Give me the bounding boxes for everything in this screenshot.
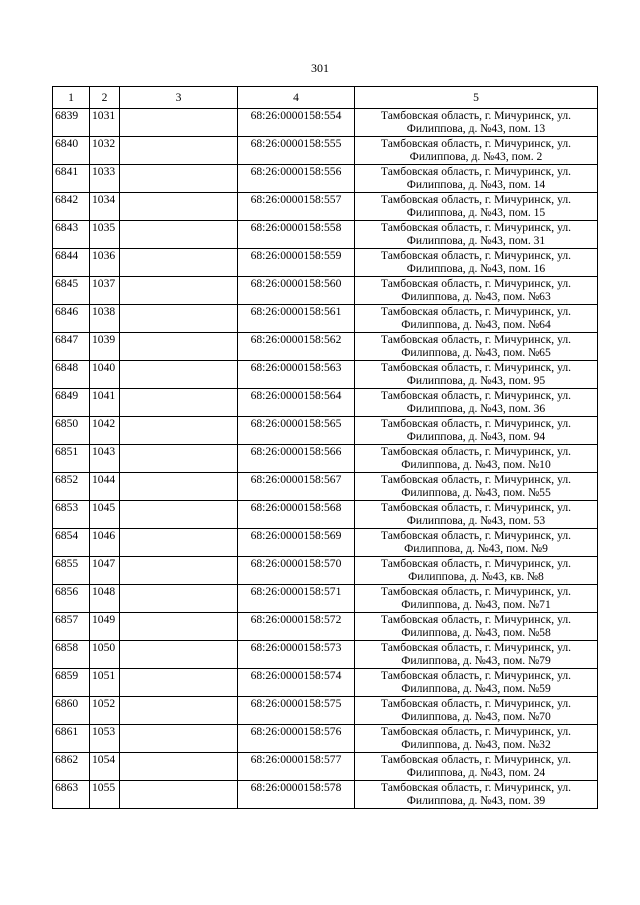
- item-number-cell: 1032: [90, 137, 120, 165]
- row-number-cell: 6844: [53, 249, 90, 277]
- item-number-cell: 1042: [90, 417, 120, 445]
- item-number-cell: 1049: [90, 613, 120, 641]
- row-number-cell: 6842: [53, 193, 90, 221]
- empty-cell: [120, 137, 238, 165]
- address-line-1: Тамбовская область, г. Мичуринск, ул.: [380, 613, 572, 626]
- item-number-cell: 1031: [90, 109, 120, 137]
- row-number-cell: 6858: [53, 641, 90, 669]
- cadastral-number-cell: 68:26:0000158:554: [238, 109, 355, 137]
- table-row: [53, 137, 598, 165]
- address-cell: [355, 221, 598, 249]
- address-cell: [355, 585, 598, 613]
- address-cell: [355, 361, 598, 389]
- table-row: [53, 585, 598, 613]
- empty-cell: [120, 277, 238, 305]
- address-line-2: Филиппова, д. №43, пом. 36: [406, 402, 546, 416]
- item-number-cell: 1041: [90, 389, 120, 417]
- address-line-1: Тамбовская область, г. Мичуринск, ул.: [380, 725, 572, 738]
- address-line-1: Тамбовская область, г. Мичуринск, ул.: [380, 305, 572, 318]
- table-row: [53, 305, 598, 333]
- address-line-1: Тамбовская область, г. Мичуринск, ул.: [380, 249, 572, 262]
- empty-cell: [120, 641, 238, 669]
- table-body: [53, 109, 598, 809]
- address-cell: [355, 669, 598, 697]
- address-line-2: Филиппова, д. №43, пом. №10: [401, 458, 551, 472]
- empty-cell: [120, 557, 238, 585]
- row-number-cell: 6846: [53, 305, 90, 333]
- empty-cell: [120, 501, 238, 529]
- address-line-1: Тамбовская область, г. Мичуринск, ул.: [380, 641, 572, 654]
- cadastral-number-cell: 68:26:0000158:575: [238, 697, 355, 725]
- empty-cell: [120, 333, 238, 361]
- column-header-5: 5: [355, 87, 598, 109]
- empty-cell: [120, 781, 238, 809]
- cadastral-number-cell: 68:26:0000158:555: [238, 137, 355, 165]
- address-line-2: Филиппова, д. №43, пом. 13: [406, 122, 546, 136]
- cadastral-number-cell: 68:26:0000158:568: [238, 501, 355, 529]
- row-number-cell: 6855: [53, 557, 90, 585]
- empty-cell: [120, 221, 238, 249]
- cadastral-number-cell: 68:26:0000158:576: [238, 725, 355, 753]
- empty-cell: [120, 249, 238, 277]
- address-cell: [355, 473, 598, 501]
- table-row: [53, 277, 598, 305]
- empty-cell: [120, 305, 238, 333]
- table-row: [53, 333, 598, 361]
- cadastral-number-cell: 68:26:0000158:563: [238, 361, 355, 389]
- address-line-1: Тамбовская область, г. Мичуринск, ул.: [380, 417, 572, 430]
- row-number-cell: 6853: [53, 501, 90, 529]
- empty-cell: [120, 361, 238, 389]
- table-row: [53, 193, 598, 221]
- row-number-cell: 6849: [53, 389, 90, 417]
- row-number-cell: 6840: [53, 137, 90, 165]
- item-number-cell: 1046: [90, 529, 120, 557]
- row-number-cell: 6843: [53, 221, 90, 249]
- item-number-cell: 1038: [90, 305, 120, 333]
- address-line-2: Филиппова, д. №43, пом. №70: [401, 710, 551, 724]
- address-line-2: Филиппова, д. №43, пом. 16: [406, 262, 546, 276]
- address-line-1: Тамбовская область, г. Мичуринск, ул.: [380, 193, 572, 206]
- empty-cell: [120, 725, 238, 753]
- table-row: [53, 361, 598, 389]
- empty-cell: [120, 585, 238, 613]
- empty-cell: [120, 613, 238, 641]
- cadastral-number-cell: 68:26:0000158:560: [238, 277, 355, 305]
- item-number-cell: 1054: [90, 753, 120, 781]
- address-line-2: Филиппова, д. №43, пом. 95: [406, 374, 546, 388]
- item-number-cell: 1040: [90, 361, 120, 389]
- table-row: [53, 109, 598, 137]
- item-number-cell: 1044: [90, 473, 120, 501]
- table-row: [53, 501, 598, 529]
- address-line-2: Филиппова, д. №43, пом. №59: [401, 682, 551, 696]
- address-cell: [355, 697, 598, 725]
- table-row: [53, 529, 598, 557]
- item-number-cell: 1037: [90, 277, 120, 305]
- address-cell: [355, 557, 598, 585]
- cadastral-number-cell: 68:26:0000158:558: [238, 221, 355, 249]
- cadastral-number-cell: 68:26:0000158:569: [238, 529, 355, 557]
- empty-cell: [120, 669, 238, 697]
- empty-cell: [120, 389, 238, 417]
- empty-cell: [120, 529, 238, 557]
- address-line-2: Филиппова, д. №43, пом. №65: [401, 346, 551, 360]
- item-number-cell: 1039: [90, 333, 120, 361]
- row-number-cell: 6861: [53, 725, 90, 753]
- row-number-cell: 6841: [53, 165, 90, 193]
- address-line-2: Филиппова, д. №43, пом. №63: [401, 290, 551, 304]
- item-number-cell: 1052: [90, 697, 120, 725]
- table-row: [53, 473, 598, 501]
- item-number-cell: 1055: [90, 781, 120, 809]
- cadastral-number-cell: 68:26:0000158:566: [238, 445, 355, 473]
- cadastral-number-cell: 68:26:0000158:577: [238, 753, 355, 781]
- address-line-2: Филиппова, д. №43, пом. 2: [409, 150, 543, 164]
- address-line-1: Тамбовская область, г. Мичуринск, ул.: [380, 445, 572, 458]
- table-row: [53, 445, 598, 473]
- table-row: [53, 753, 598, 781]
- empty-cell: [120, 753, 238, 781]
- row-number-cell: 6859: [53, 669, 90, 697]
- item-number-cell: 1053: [90, 725, 120, 753]
- cadastral-number-cell: 68:26:0000158:567: [238, 473, 355, 501]
- address-cell: [355, 389, 598, 417]
- cadastral-number-cell: 68:26:0000158:571: [238, 585, 355, 613]
- address-line-2: Филиппова, д. №43, кв. №8: [408, 570, 544, 584]
- address-cell: [355, 641, 598, 669]
- cadastral-number-cell: 68:26:0000158:574: [238, 669, 355, 697]
- address-cell: [355, 165, 598, 193]
- empty-cell: [120, 193, 238, 221]
- address-line-2: Филиппова, д. №43, пом. 94: [406, 430, 546, 444]
- column-header-3: 3: [120, 87, 238, 109]
- row-number-cell: 6863: [53, 781, 90, 809]
- item-number-cell: 1035: [90, 221, 120, 249]
- address-cell: [355, 193, 598, 221]
- address-line-1: Тамбовская область, г. Мичуринск, ул.: [380, 221, 572, 234]
- empty-cell: [120, 165, 238, 193]
- table-row: [53, 641, 598, 669]
- empty-cell: [120, 109, 238, 137]
- address-line-2: Филиппова, д. №43, пом. 31: [406, 234, 546, 248]
- cadastral-number-cell: 68:26:0000158:564: [238, 389, 355, 417]
- row-number-cell: 6850: [53, 417, 90, 445]
- address-line-1: Тамбовская область, г. Мичуринск, ул.: [380, 585, 572, 598]
- address-line-2: Филиппова, д. №43, пом. 53: [406, 514, 546, 528]
- row-number-cell: 6860: [53, 697, 90, 725]
- address-cell: [355, 333, 598, 361]
- address-line-1: Тамбовская область, г. Мичуринск, ул.: [380, 501, 572, 514]
- table-row: [53, 697, 598, 725]
- cadastral-number-cell: 68:26:0000158:562: [238, 333, 355, 361]
- row-number-cell: 6857: [53, 613, 90, 641]
- row-number-cell: 6856: [53, 585, 90, 613]
- address-cell: [355, 305, 598, 333]
- cadastral-number-cell: 68:26:0000158:572: [238, 613, 355, 641]
- address-line-1: Тамбовская область, г. Мичуринск, ул.: [380, 697, 572, 710]
- column-header-1: 1: [53, 87, 90, 109]
- address-line-2: Филиппова, д. №43, пом. 14: [406, 178, 546, 192]
- address-cell: [355, 417, 598, 445]
- address-line-1: Тамбовская область, г. Мичуринск, ул.: [380, 473, 572, 486]
- item-number-cell: 1047: [90, 557, 120, 585]
- item-number-cell: 1050: [90, 641, 120, 669]
- cadastral-number-cell: 68:26:0000158:578: [238, 781, 355, 809]
- address-cell: [355, 137, 598, 165]
- address-line-2: Филиппова, д. №43, пом. №58: [401, 626, 551, 640]
- address-line-2: Филиппова, д. №43, пом. 39: [406, 794, 546, 808]
- address-cell: [355, 781, 598, 809]
- address-line-2: Филиппова, д. №43, пом. №9: [404, 542, 548, 556]
- address-line-1: Тамбовская область, г. Мичуринск, ул.: [380, 557, 572, 570]
- address-cell: [355, 613, 598, 641]
- item-number-cell: 1045: [90, 501, 120, 529]
- table-row: [53, 165, 598, 193]
- address-line-2: Филиппова, д. №43, пом. №71: [401, 598, 551, 612]
- address-cell: [355, 753, 598, 781]
- cadastral-number-cell: 68:26:0000158:556: [238, 165, 355, 193]
- row-number-cell: 6848: [53, 361, 90, 389]
- table-row: [53, 389, 598, 417]
- empty-cell: [120, 417, 238, 445]
- item-number-cell: 1036: [90, 249, 120, 277]
- cadastral-number-cell: 68:26:0000158:559: [238, 249, 355, 277]
- table-row: [53, 221, 598, 249]
- table-row: [53, 669, 598, 697]
- address-line-1: Тамбовская область, г. Мичуринск, ул.: [380, 361, 572, 374]
- cadastral-number-cell: 68:26:0000158:561: [238, 305, 355, 333]
- empty-cell: [120, 697, 238, 725]
- row-number-cell: 6839: [53, 109, 90, 137]
- empty-cell: [120, 473, 238, 501]
- address-line-2: Филиппова, д. №43, пом. 15: [406, 206, 546, 220]
- row-number-cell: 6851: [53, 445, 90, 473]
- header-row: [53, 87, 598, 109]
- address-cell: [355, 725, 598, 753]
- address-cell: [355, 109, 598, 137]
- table-row: [53, 781, 598, 809]
- item-number-cell: 1034: [90, 193, 120, 221]
- row-number-cell: 6862: [53, 753, 90, 781]
- address-line-1: Тамбовская область, г. Мичуринск, ул.: [380, 669, 572, 682]
- row-number-cell: 6854: [53, 529, 90, 557]
- address-line-1: Тамбовская область, г. Мичуринск, ул.: [380, 137, 572, 150]
- address-line-1: Тамбовская область, г. Мичуринск, ул.: [380, 333, 572, 346]
- address-cell: [355, 529, 598, 557]
- column-header-2: 2: [90, 87, 120, 109]
- cadastral-number-cell: 68:26:0000158:565: [238, 417, 355, 445]
- address-line-2: Филиппова, д. №43, пом. №32: [401, 738, 551, 752]
- cadastral-number-cell: 68:26:0000158:573: [238, 641, 355, 669]
- table-row: [53, 417, 598, 445]
- address-line-1: Тамбовская область, г. Мичуринск, ул.: [380, 277, 572, 290]
- address-line-2: Филиппова, д. №43, пом. №64: [401, 318, 551, 332]
- address-line-1: Тамбовская область, г. Мичуринск, ул.: [380, 753, 572, 766]
- table-row: [53, 557, 598, 585]
- column-header-4: 4: [238, 87, 355, 109]
- address-line-1: Тамбовская область, г. Мичуринск, ул.: [380, 781, 572, 794]
- address-cell: [355, 249, 598, 277]
- address-cell: [355, 501, 598, 529]
- address-line-1: Тамбовская область, г. Мичуринск, ул.: [380, 529, 572, 542]
- cadastral-number-cell: 68:26:0000158:557: [238, 193, 355, 221]
- item-number-cell: 1051: [90, 669, 120, 697]
- address-cell: [355, 445, 598, 473]
- address-line-1: Тамбовская область, г. Мичуринск, ул.: [380, 109, 572, 122]
- row-number-cell: 6847: [53, 333, 90, 361]
- table-row: [53, 249, 598, 277]
- cadastral-number-cell: 68:26:0000158:570: [238, 557, 355, 585]
- address-line-2: Филиппова, д. №43, пом. №79: [401, 654, 551, 668]
- item-number-cell: 1033: [90, 165, 120, 193]
- registry-table: [52, 86, 598, 809]
- item-number-cell: 1048: [90, 585, 120, 613]
- address-line-2: Филиппова, д. №43, пом. 24: [406, 766, 546, 780]
- row-number-cell: 6852: [53, 473, 90, 501]
- address-cell: [355, 277, 598, 305]
- address-line-1: Тамбовская область, г. Мичуринск, ул.: [380, 389, 572, 402]
- address-line-2: Филиппова, д. №43, пом. №55: [401, 486, 551, 500]
- row-number-cell: 6845: [53, 277, 90, 305]
- table-row: [53, 613, 598, 641]
- table-row: [53, 725, 598, 753]
- page-number: 301: [311, 61, 329, 75]
- item-number-cell: 1043: [90, 445, 120, 473]
- empty-cell: [120, 445, 238, 473]
- address-line-1: Тамбовская область, г. Мичуринск, ул.: [380, 165, 572, 178]
